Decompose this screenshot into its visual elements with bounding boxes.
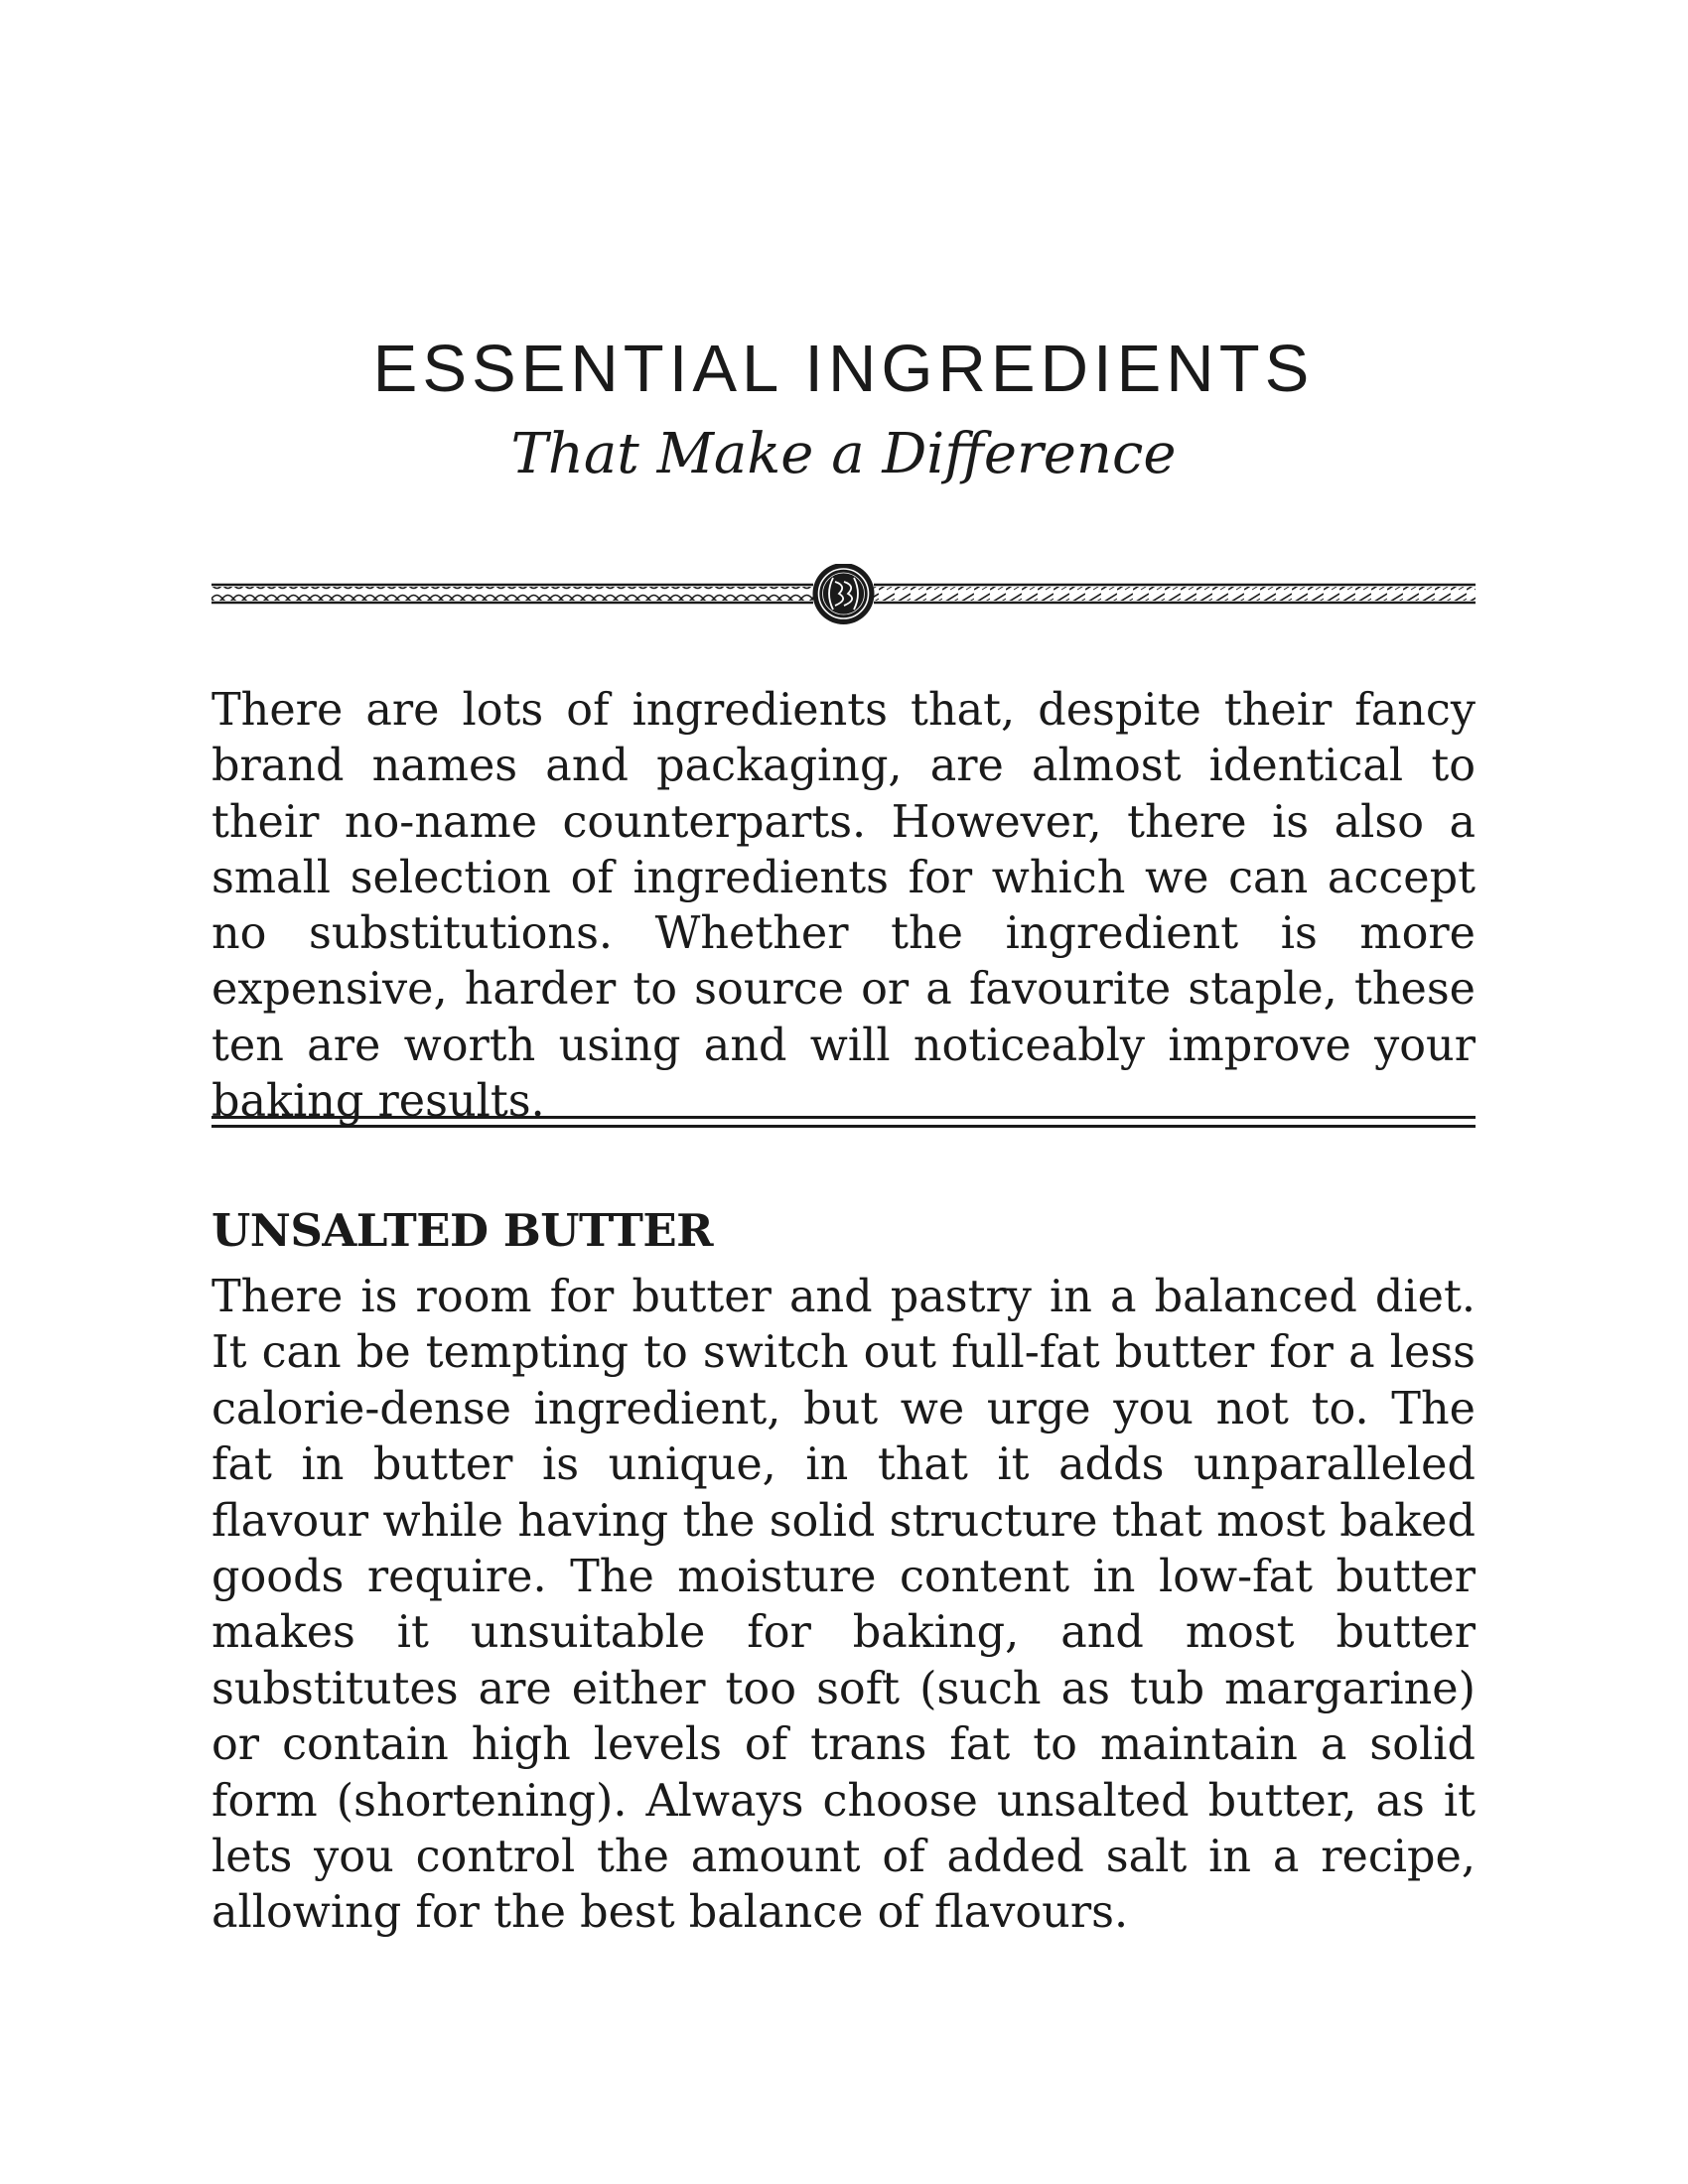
double-rule-divider <box>211 1116 1476 1128</box>
intro-paragraph: There are lots of ingredients that, despite their fancy brand names and packaging, are almost identical to their no-name counterparts. However, there is also a small selection of ingredients for which we can accept no substitutions. Whether the ingredient is more expensive, harder to source or a favourite staple, these ten are worth using and will noticeably improve your baking results. <box>211 685 1476 1128</box>
monogram-seal-icon <box>813 564 875 624</box>
ornamental-divider <box>211 564 1476 637</box>
page-title: ESSENTIAL INGREDIENTS <box>372 332 1315 406</box>
page-subtitle: That Make a Difference <box>510 422 1177 486</box>
section-body-unsalted-butter: There is room for butter and pastry in a balanced diet. It can be tempting to switch out full-fat butter for a less calorie-dense ingredient, but we urge you not to. The fat in butter is unique, in that it adds unparalleled flavour while having the solid structure that most baked goods require. The moisture content in low-fat butter makes it unsuitable for baking, and most butter substitutes are either too soft (such as tub margarine) or contain high levels of trans fat to maintain a solid form (shortening). Always choose unsalted butter, as it lets you control the amount of added salt in a recipe, allowing for the best balance of flavours. <box>211 1272 1476 1939</box>
section-heading-unsalted-butter: UNSALTED BUTTER <box>211 1204 714 1257</box>
document-page <box>211 0 1476 2184</box>
